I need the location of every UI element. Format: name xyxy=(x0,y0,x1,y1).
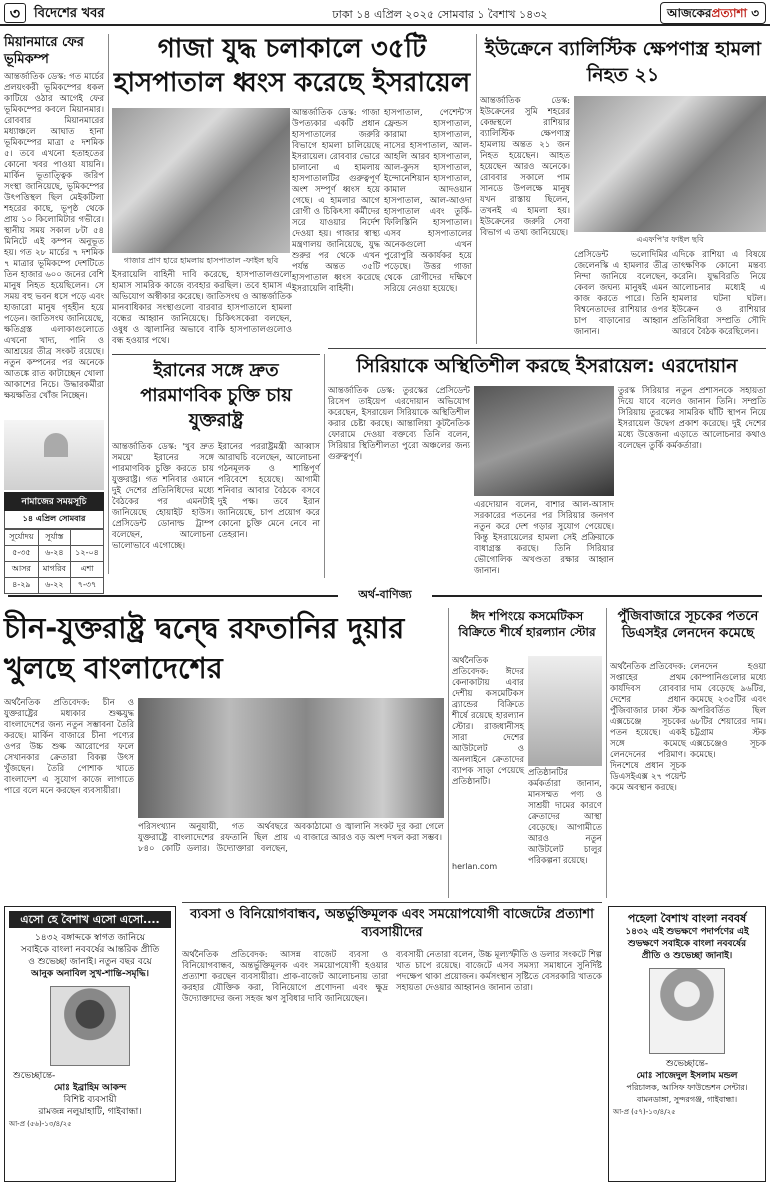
dse-headline-box xyxy=(610,608,766,658)
ad-right-line3: শুভক্ষণে সবাইকে বাংলা নববর্ষের xyxy=(627,939,747,949)
ad-right-address: বামনডাঙ্গা, সুন্দরগঞ্জ, গাইবান্ধা। xyxy=(636,1095,738,1104)
dateline: ঢাকা ১৪ এপ্রিল ২০২৫ সোমবার ১ বৈশাখ ১৪৩২ xyxy=(332,8,548,21)
gaza-body-a: আন্তর্জাতিক ডেস্ক: গাজা উপত্যকার একটি প্রধান হাসপাতালের জরুরি বিভাগে হামলা চালিয়েছে ইসরায়েল। রোববার ভোরে চালানো এ হামলায় হাসপাতালটির গুরুত্বপূর্ণ অংশ সম্পূর্ণ ধ্বংস হয়ে গেছে। এ হামলার আগে রোগী ও চিকিৎসা কর্মীদের সরে যাওয়ার নির্দেশ দেওয়া হয়। গাজার স্বাস্থ্য মন্ত্রণালয় জানিয়েছে, যুদ্ধ শুরুর পর থেকে এখন পর্যন্ত অন্তত ৩৫টি হাসপাতাল ধ্বংস করেছে ইসরায়েলি বাহিনী। xyxy=(292,108,380,294)
ukraine-headline: ইউক্রেনে ব্যালিস্টিক ক্ষেপণাস্ত্র হামলা নিহত ২১ xyxy=(485,38,761,86)
gaza-headline: গাজা যুদ্ধ চলাকালে ৩৫টি হাসপাতাল ধ্বংস করেছে ইসরায়েল xyxy=(113,34,471,98)
iran-headline: ইরানের সঙ্গে দ্রুত পারমাণবিক চুক্তি চায় যুক্তরাষ্ট্র xyxy=(140,360,292,431)
dse-headline: পুঁজিবাজারে সূচকের পতনে ডিএসইর লেনদেন কমেছে xyxy=(617,609,759,641)
myanmar-headline: মিয়ানমারে ফের ভূমিকম্প xyxy=(4,35,84,67)
myanmar-body: আন্তর্জাতিক ডেস্ক: গত মার্চের প্রলয়ংকরী ভূমিকম্পের ধকল কাটিয়ে ওঠার আগেই ফের ভূমিকম্পের কবলে মিয়ানমার। রোববার মিয়ানমারের মধ্যাঞ্চলে আঘাত হানা ভূমিকম্পের মাত্রা ৫ দশমিক ৫। তবে এখনো হতাহতের কোনো খবর পাওয়া যায়নি। মার্কিন ভূতাত্ত্বিক জরিপ সংস্থা জানিয়েছে, ভূমিকম্পের উৎপত্তিস্থল ছিল মেইকটিলা শহরের কাছে, ভূপৃষ্ঠ থেকে প্রায় ১০ কিলোমিটার গভীরে। স্থানীয় সময় সকাল ৮টা ৫৪ মিনিটে এই কম্পন অনুভূত হয়। গত ২৮ মার্চের ৭ দশমিক ৭ মাত্রার ভূমিকম্পে দেশটিতে তিন হাজার ৬০০ জনের বেশি মানুষ নিহত হয়েছিলেন। সে সময় বহু ভবন ধসে পড়ে এবং হাজারো মানুষ গৃহহীন হয়ে পড়েন। জাতিসংঘ জানিয়েছে, ক্ষতিগ্রস্ত এলাকাগুলোতে এখনো খাদ্য, পানি ও আশ্রয়ের তীব্র সংকট রয়েছে। নতুন কম্পনের পর অনেকে আতঙ্কে রাত কাটাচ্ছেন খোলা আকাশের নিচে। উদ্ধারকর্মীরা ক্ষয়ক্ষতির খোঁজ নিচ্ছেন। xyxy=(4,72,104,401)
column-divider xyxy=(108,34,109,574)
ad-right-name: মোঃ সাজেদুল ইসলাম মন্ডল xyxy=(636,1071,738,1081)
ad-right-portrait xyxy=(649,968,725,1054)
syria-body-c: তুরস্ক সিরিয়ার নতুন প্রশাসনকে সহায়তা দিয়ে যাবে বলেও জানান তিনি। সম্প্রতি সিরিয়ায় তুরস্কের সামরিক ঘাঁটি স্থাপন নিয়ে ইসরায়েল উদ্বেগ প্রকাশ করেছে। দুই দেশের মধ্যে উত্তেজনা এড়াতে আলোচনার কথাও বলেছেন তুর্কি কর্মকর্তারা। xyxy=(618,386,766,451)
prayer-cell: ৭-৩৭ xyxy=(71,578,104,594)
prayer-cell: ১২-০৪ xyxy=(71,546,104,562)
syria-headline: সিরিয়াকে অস্থিতিশীল করছে ইসরায়েল: এরদোয়ান xyxy=(356,355,738,377)
syria-headline-box xyxy=(328,352,766,382)
ad-right-line1: পহেলা বৈশাখ বাংলা নববর্ষ xyxy=(627,912,747,925)
section-title: বিদেশের খবর xyxy=(34,6,105,21)
prayer-date: ১৪ এপ্রিল সোমবার xyxy=(4,511,104,529)
ad-left-title: বিশিষ্ট ব্যবসায়ী xyxy=(63,1095,117,1105)
greeting-ad-left xyxy=(4,906,176,1182)
ad-right-line2: ১৪৩২ এই শুভক্ষণে পদার্পণের এই xyxy=(625,927,749,937)
gaza-caption: গাজার প্রাণ হারে হামলায় হাসপাতাল -ফাইল ছবি xyxy=(123,256,279,265)
budget-body-b: ব্যবসায়ী নেতারা বলেন, উচ্চ মূল্যস্ফীতি ও ডলার সংকটে শিল্প খাত চাপে রয়েছে। বাজেটে এসব সমস্যা সমাধানে সুনির্দিষ্ট পদক্ষেপ থাকা প্রয়োজন। কর্মসংস্থান সৃষ্টিতে বেসরকারি খাতকে সহায়তা দেওয়ার আহ্বানও জানান তারা। xyxy=(396,950,602,993)
prayer-header: সূর্যাস্ত xyxy=(38,530,70,546)
column-divider xyxy=(476,34,477,344)
ukraine-body-b: প্রেসিডেন্ট ভলোদিমির জেলেনস্কি এ হামলার তীব্র নিন্দা জানিয়ে বলেছেন, কেবল জঘন্য মানুষই এমন কাজ করতে পারে। তিনি বিশ্বনেতাদের রাশিয়ার ওপর চাপ বাড়ানোর আহ্বান জানান। xyxy=(574,250,668,337)
column-divider xyxy=(606,608,607,898)
ukraine-body-c: এদিকে রাশিয়া এ বিষয়ে তাৎক্ষণিক কোনো মন্তব্য করেনি। যুদ্ধবিরতি নিয়ে আলোচনার মধ্যেই এ হামলার ঘটনা ঘটল। ইউক্রেন ও রাশিয়ার প্রতিনিধিরা সম্প্রতি সৌদি আরবে বৈঠক করেছিলেন। xyxy=(672,250,766,337)
ad-left-name: মোঃ ইব্রাহিম আকন্দ xyxy=(53,1083,127,1093)
gaza-body-c: ইসরায়েলি বাহিনী দাবি করেছে, হাসপাতালগুলো হামাস সামরিক কাজে ব্যবহার করছিল। তবে হামাস এ অভিযোগ অস্বীকার করেছে। জাতিসংঘ ও আন্তর্জাতিক মানবাধিকার সংস্থাগুলো বারবার হাসপাতালে হামলা বন্ধের আহ্বান জানিয়েছে। চিকিৎসকেরা বলছেন, ওষুধ ও জ্বালানির অভাবে বাকি হাসপাতালগুলোও বন্ধ হওয়ার পথে। xyxy=(112,270,292,346)
gaza-photo xyxy=(112,108,290,253)
masthead xyxy=(660,2,766,24)
cosmetics-photo xyxy=(528,656,602,766)
ukraine-caption: এএফপি'র ফাইল ছবি xyxy=(636,235,704,244)
prayer-cell: ৬-২২ xyxy=(38,578,70,594)
section-band xyxy=(0,586,770,604)
prayer-header: এশা xyxy=(71,562,104,578)
ukraine-body-a: আন্তর্জাতিক ডেস্ক: ইউক্রেনের সুমি শহরের কেন্দ্রস্থলে রাশিয়ার ব্যালিস্টিক ক্ষেপণাস্ত্র হামলায় অন্তত ২১ জন নিহত হয়েছেন। আহত হয়েছেন আরও অনেকে। রোববার সকালে পাম সানডে উপলক্ষে মানুষ যখন রাস্তায় ছিলেন, তখনই এ হামলা হয়। ইউক্রেনের জরুরি সেবা বিভাগ এ তথ্য জানিয়েছে। xyxy=(480,96,570,238)
china-body-b: পরিসংখ্যান অনুযায়ী, গত অর্থবছরে যুক্তরাষ্ট্রে বাংলাদেশের রফতানি ছিল প্রায় ৮৪০ কোটি ডলার। উদ্যোক্তারা বলছেন, অবকাঠামো ও জ্বালানি সংকট দূর করা গেলে এ বাজারে আরও বড় অংশ দখল করা সম্ভব। xyxy=(138,822,444,854)
divider xyxy=(112,354,320,355)
syria-photo xyxy=(474,386,614,496)
syria-body-a: আন্তর্জাতিক ডেস্ক: তুরস্কের প্রেসিডেন্ট রিসেপ তাইয়েপ এরদোয়ান অভিযোগ করেছেন, ইসরায়েল সিরিয়াকে অস্থিতিশীল করার চেষ্টা করছে। আন্তালিয়া কূটনৈতিক ফোরামে দেওয়া বক্তব্যে তিনি বলেন, সিরিয়ার স্থিতিশীলতা পুরো অঞ্চলের জন্য গুরুত্বপূর্ণ। xyxy=(328,386,470,462)
iran-headline-box xyxy=(112,358,320,438)
iran-body-a: আন্তর্জাতিক ডেস্ক: 'খুব দ্রুত সময়ে' ইরানের সঙ্গে পারমাণবিক চুক্তি করতে চায় যুক্তরাষ্ট্র। গত শনিবার ওমানে দুই দেশের প্রতিনিধিদের মধ্যে বৈঠকের পর এমনটাই জানিয়েছে হোয়াইট হাউস। প্রেসিডেন্ট ডোনাল্ড ট্রাম্প বলেছেন, আলোচনা ভালোভাবে এগোচ্ছে। xyxy=(112,442,214,551)
column-divider xyxy=(448,608,449,898)
ad-left-line3: সবাইকে বাংলা নববর্ষের আন্তরিক প্রীতি xyxy=(20,945,160,955)
ad-left-line2: ১৪৩২ বঙ্গাব্দকে স্বাগত জানিয়ে xyxy=(34,933,146,943)
prayer-header: মাগরিব xyxy=(38,562,70,578)
china-headline: চীন-যুক্তরাষ্ট্র দ্বন্দ্বে রফতানির দুয়ার খুলছে বাংলাদেশের xyxy=(4,611,405,685)
dse-body-b: লেনদেন হওয়া কোম্পানিগুলোর মধ্যে দাম বেড়েছে ৯৬টির, কমেছে ২৩৫টির এবং অপরিবর্তিত ছিল ৬৮টির শেয়ারের দাম। চট্টগ্রাম স্টক এক্সচেঞ্জেও সূচক কমেছে। xyxy=(690,662,766,760)
prayer-cell: ৬-২৪ xyxy=(38,546,70,562)
ad-right-line4: প্রীতি ও শুভেচ্ছা জানাই। xyxy=(641,951,733,961)
dse-body-a: অর্থনৈতিক প্রতিবেদক: সপ্তাহের প্রথম কার্যদিবস রোববার দেশের প্রধান পুঁজিবাজার ঢাকা স্টক এক্সচেঞ্জে সূচকের পতন হয়েছে। একই সঙ্গে কমেছে লেনদেনের পরিমাণ। দিনশেষে প্রধান সূচক ডিএসইএক্স ২৭ পয়েন্ট কমে অবস্থান করছে। xyxy=(610,662,686,793)
ad-left-line5: আনুক অনাবিল সুখ-শান্তি-সমৃদ্ধি। xyxy=(31,969,149,979)
budget-headline-box xyxy=(182,906,602,946)
cosmetics-headline-box xyxy=(452,608,602,652)
masthead-page: ৩ xyxy=(751,6,760,20)
syria-body-b: এরদোয়ান বলেন, বাশার আল-আসাদ সরকারের পতনের পর সিরিয়ার জনগণ নতুন করে দেশ গড়ার সুযোগ পেয়েছে। কিন্তু ইসরায়েলের হামলা সেই প্রক্রিয়াকে বাধাগ্রস্ত করছে। তিনি সিরিয়ার ভৌগোলিক অখণ্ডতা রক্ষার আহ্বান জানান। xyxy=(474,500,614,576)
prayer-title: নামাজের সময়সূচি xyxy=(4,492,104,511)
cosmetics-caption: herlan.com xyxy=(452,862,498,871)
china-headline-box xyxy=(4,608,444,694)
divider xyxy=(182,902,602,903)
ad-right-greeting: শুভেচ্ছান্তে- xyxy=(665,1059,709,1069)
section-band-label: অর্থ-বাণিজ্য xyxy=(358,588,412,601)
prayer-header: আসর xyxy=(5,562,39,578)
ad-right-title: পরিচালক, আসিফ ফাউন্ডেশন সেন্টার। xyxy=(626,1083,748,1092)
cosmetics-headline: ঈদ শপিংয়ে কসমেটিকস বিক্রিতে শীর্ষে হারল্যান স্টোর xyxy=(458,609,596,639)
prayer-header: সূর্যোদয় xyxy=(5,530,39,546)
gaza-body-b: হাসপাতাল, পেশেন্ট'স ফ্রেন্ডস হাসপাতাল, কারামা হাসপাতাল, নাসের হাসপাতাল, আল-আহলি আরব হাসপাতাল, আল-কুদস হাসপাতাল, ইন্দোনেশিয়ান হাসপাতাল, কামাল আদওয়ান হাসপাতাল, আল-আওদা হাসপাতাল এবং তুর্কি-ফিলিস্তিনি হাসপাতাল। এসব হাসপাতালের অনেকগুলো এখন পুরোপুরি অকার্যকর হয়ে পড়েছে। উত্তর গাজা থেকে রোগীদের দক্ষিণে সরিয়ে নেওয়া হয়েছে। xyxy=(384,108,472,294)
ad-left-code: আ-প্র (৫৬)-১৩/৪/২৫ xyxy=(9,1120,72,1128)
ad-left-portrait xyxy=(50,986,130,1066)
ad-right-code: আ-প্র (৫৭)-১৩/৪/২৫ xyxy=(613,1108,676,1116)
ad-left-address: রামজন্ন নলুয়াহাটি, গাইবান্ধা। xyxy=(38,1107,142,1117)
ukraine-photo xyxy=(574,96,766,232)
iran-body-b: ইরানের পররাষ্ট্রমন্ত্রী আব্বাস আরাঘচি বলেছেন, আলোচনা গঠনমূলক ও শান্তিপূর্ণ পরিবেশে হয়েছে। আগামী শনিবার আবার বৈঠকে বসবে দুই পক্ষ। তবে ইরান জানিয়েছে, চাপ প্রয়োগ করে কোনো চুক্তি মেনে নেবে না তেহরান। xyxy=(218,442,320,540)
budget-body-a: অর্থনৈতিক প্রতিবেদক: আসন্ন বাজেট ব্যবসা ও বিনিয়োগবান্ধব, অন্তর্ভুক্তিমূলক এবং সময়োপযোগী হওয়ার প্রত্যাশা করছেন ব্যবসায়ীরা। প্রাক-বাজেট আলোচনায় তারা করহার যৌক্তিক করা, বিনিয়োগে প্রণোদনা এবং ক্ষুদ্র উদ্যোক্তাদের জন্য সহজ ঋণ সুবিধার দাবি জানিয়েছেন। xyxy=(182,950,388,1004)
masthead-brand: প্রত্যাশা xyxy=(711,6,748,20)
prayer-cell: ৫-৩৫ xyxy=(5,546,39,562)
page-number: ৩ xyxy=(4,3,26,23)
ad-left-greeting: শুভেচ্ছান্তে- xyxy=(13,1071,56,1081)
prayer-schedule xyxy=(4,492,104,589)
ukraine-headline-box xyxy=(480,36,766,92)
divider xyxy=(328,348,766,349)
ad-left-line4: ও শুভেচ্ছা জানাই। নতুন বছর বয়ে xyxy=(28,957,152,967)
column-divider xyxy=(324,354,325,578)
budget-headline: ব্যবসা ও বিনিয়োগবান্ধব, অন্তর্ভুক্তিমূলক এবং সময়োপযোগী বাজেটের প্রত্যাশা ব্যবসায়ীদের xyxy=(190,907,594,940)
prayer-cell: ৪-২৯ xyxy=(5,578,39,594)
ad-left-line1: এসো হে বৈশাখ এসো এসো.... xyxy=(9,911,171,928)
cosmetics-body-a: অর্থনৈতিক প্রতিবেদক: ঈদের কেনাকাটায় এবার দেশীয় কসমেটিকস ব্র্যান্ডের বিক্রিতে শীর্ষে রয়েছে হারল্যান স্টোর। রাজধানীসহ সারা দেশের আউটলেট ও অনলাইনে ক্রেতাদের ব্যাপক সাড়া পেয়েছে প্রতিষ্ঠানটি। xyxy=(452,656,524,787)
gaza-headline-box xyxy=(112,32,472,106)
greeting-ad-right xyxy=(608,906,766,1182)
china-body-a: অর্থনৈতিক প্রতিবেদক: চীন ও যুক্তরাষ্ট্রের মধ্যকার শুল্কযুদ্ধ বাংলাদেশের জন্য নতুন সম্ভাবনা তৈরি করছে। মার্কিন বাজারে চীনা পণ্যের ওপর উচ্চ শুল্ক আরোপের ফলে সেখানকার ক্রেতারা বিকল্প উৎস খুঁজছেন। তৈরি পোশাক খাতে বাংলাদেশ এ সুযোগ কাজে লাগাতে পারে বলে মনে করছেন ব্যবসায়ীরা। xyxy=(4,698,134,796)
prayer-table xyxy=(4,529,104,594)
cosmetics-body-b: প্রতিষ্ঠানটির কর্মকর্তারা জানান, মানসম্মত পণ্য ও সাশ্রয়ী দামের কারণে ক্রেতাদের আস্থা বেড়েছে। আগামীতে আরও নতুন আউটলেট চালুর পরিকল্পনা রয়েছে। xyxy=(528,768,602,866)
page-header xyxy=(0,0,770,26)
port-photo xyxy=(138,698,444,818)
mosque-image xyxy=(4,420,104,490)
masthead-prefix: আজকের xyxy=(666,6,712,20)
article-myanmar xyxy=(4,34,104,414)
